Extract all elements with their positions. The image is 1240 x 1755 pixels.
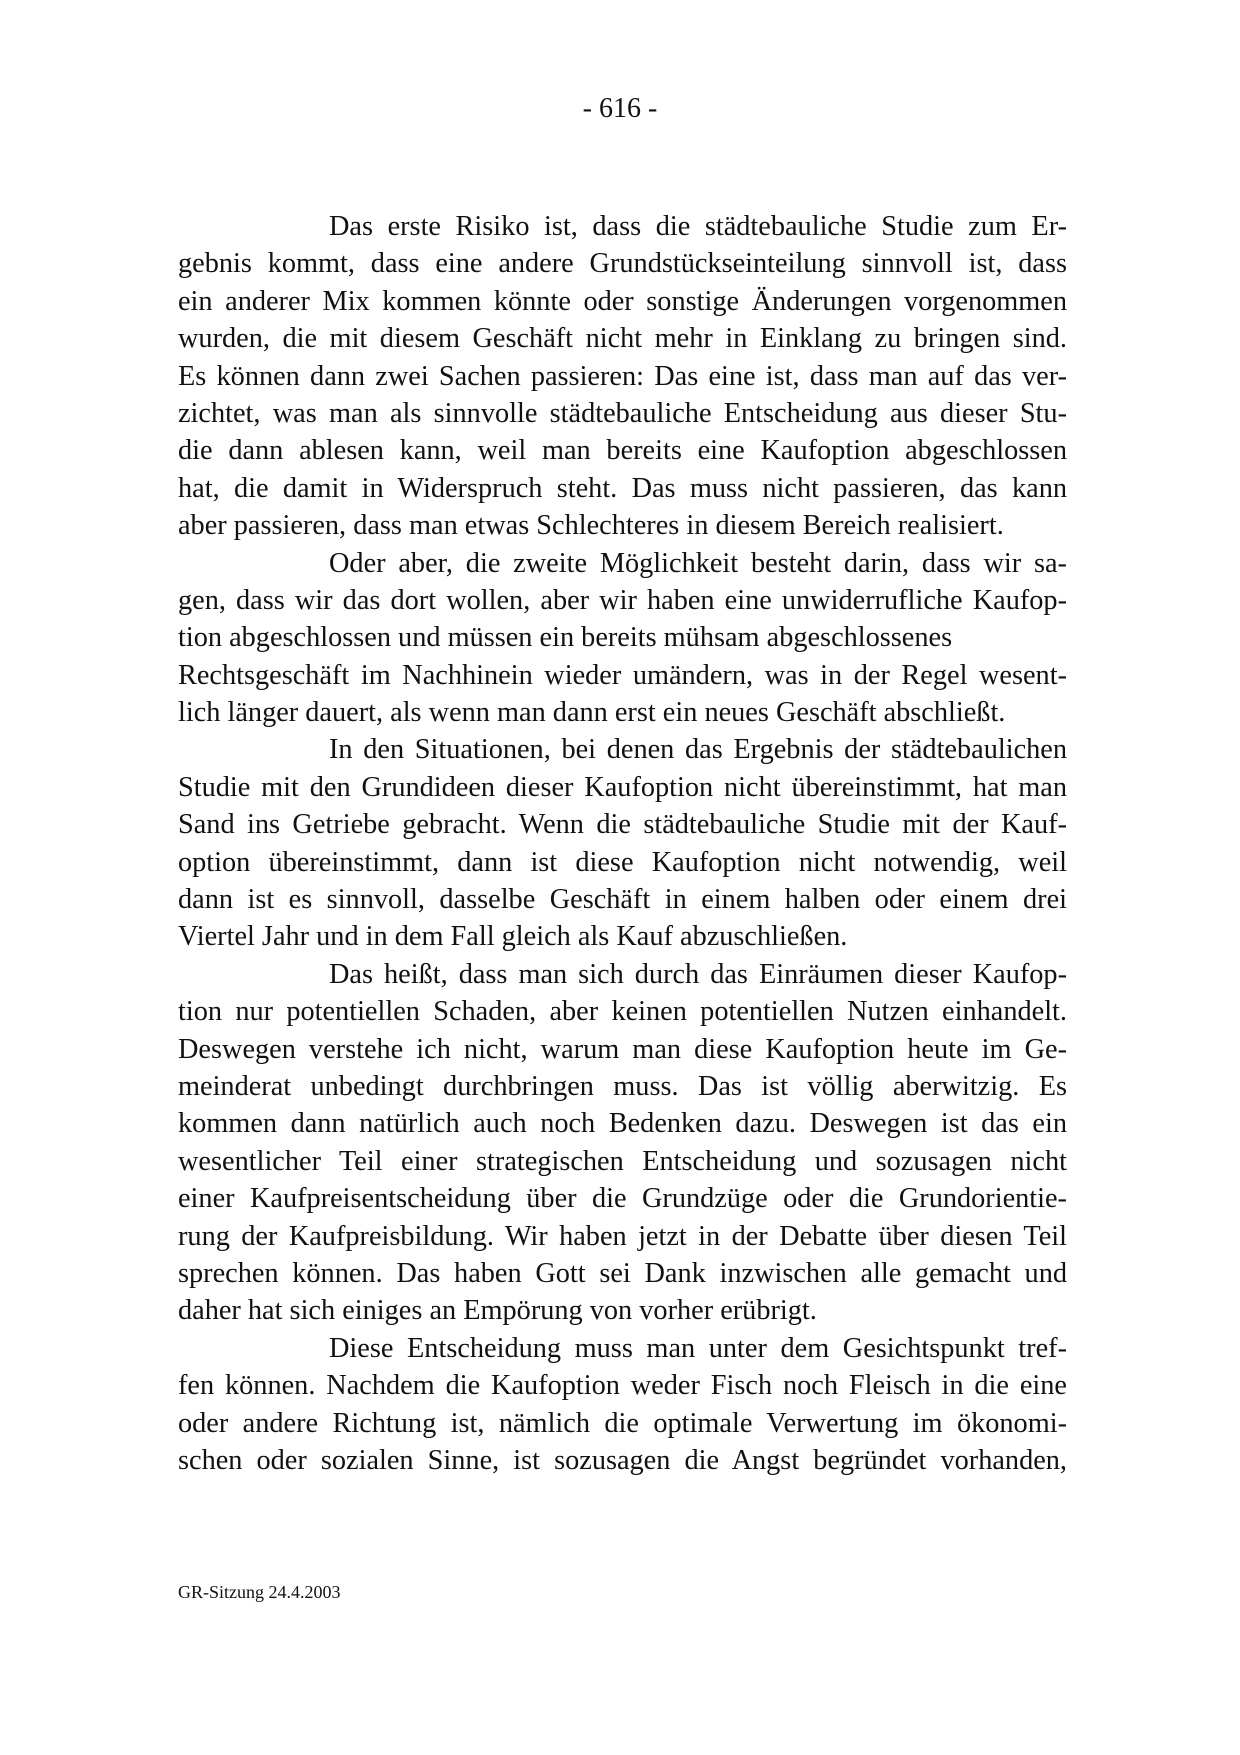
text-line: meinderat unbedingt durchbringen muss. Das ist völlig aberwitzig. Es (178, 1070, 1067, 1102)
text-line: kommen dann natürlich auch noch Bedenken dazu. Deswegen ist das ein (178, 1108, 1067, 1140)
text-line: Diese Entscheidung muss man unter dem Gesichtspunkt tref- (329, 1332, 1067, 1364)
text-line: dann ist es sinnvoll, dasselbe Geschäft in einem halben oder einem drei (178, 884, 1067, 916)
text-line: tion nur potentiellen Schaden, aber keinen potentiellen Nutzen einhandelt. (178, 996, 1067, 1028)
text-line: ein anderer Mix kommen könnte oder sonstige Änderungen vorgenommen (178, 285, 1067, 317)
text-line: gebnis kommt, dass eine andere Grundstückseinteilung sinnvoll ist, dass (178, 248, 1067, 280)
paragraph-5 (178, 1330, 1067, 1480)
text-line: aber passieren, dass man etwas Schlechteres in diesem Bereich realisiert. (178, 510, 1004, 542)
page-number: - 616 - (582, 93, 658, 124)
text-line: Rechtsgeschäft im Nachhinein wieder umändern, was in der Regel wesent- (178, 659, 1067, 691)
text-line: oder andere Richtung ist, nämlich die optimale Verwertung im ökonomi- (178, 1407, 1067, 1439)
text-line: Das heißt, dass man sich durch das Einräumen dieser Kaufop- (329, 958, 1067, 990)
paragraph-1 (178, 208, 1067, 545)
paragraph-4 (178, 956, 1067, 1330)
text-line: wurden, die mit diesem Geschäft nicht mehr in Einklang zu bringen sind. (178, 323, 1067, 355)
text-line: gen, dass wir das dort wollen, aber wir haben eine unwiderrufliche Kaufop- (178, 584, 1067, 616)
text-line: tion abgeschlossen und müssen ein bereits mühsam abgeschlossenes (178, 622, 953, 654)
body-text (178, 208, 1067, 1479)
text-line: Es können dann zwei Sachen passieren: Das eine ist, dass man auf das ver- (178, 360, 1067, 392)
text-line: Viertel Jahr und in dem Fall gleich als Kauf abzuschließen. (178, 921, 848, 953)
text-line: Oder aber, die zweite Möglichkeit besteht darin, dass wir sa- (329, 547, 1067, 579)
text-line: option übereinstimmt, dann ist diese Kaufoption nicht notwendig, weil (178, 846, 1067, 878)
text-line: lich länger dauert, als wenn man dann erst ein neues Geschäft abschließt. (178, 697, 1006, 729)
text-line: die dann ablesen kann, weil man bereits eine Kaufoption abgeschlossen (178, 435, 1067, 467)
text-line: Deswegen verstehe ich nicht, warum man diese Kaufoption heute im Ge- (178, 1033, 1067, 1065)
text-line: rung der Kaufpreisbildung. Wir haben jetzt in der Debatte über diesen Teil (178, 1220, 1067, 1252)
text-line: sprechen können. Das haben Gott sei Dank inzwischen alle gemacht und (178, 1257, 1067, 1289)
footer-text: GR-Sitzung 24.4.2003 (178, 1582, 341, 1602)
text-line: Sand ins Getriebe gebracht. Wenn die städtebauliche Studie mit der Kauf- (178, 809, 1067, 841)
text-line: wesentlicher Teil einer strategischen Entscheidung und sozusagen nicht (178, 1145, 1067, 1177)
text-line: einer Kaufpreisentscheidung über die Grundzüge oder die Grundorientie- (178, 1183, 1067, 1215)
text-line: zichtet, was man als sinnvolle städtebauliche Entscheidung aus dieser Stu- (178, 397, 1067, 429)
text-line: hat, die damit in Widerspruch steht. Das muss nicht passieren, das kann (178, 472, 1067, 504)
paragraph-2 (178, 545, 1067, 732)
text-line: Studie mit den Grundideen dieser Kaufoption nicht übereinstimmt, hat man (178, 771, 1067, 803)
text-line: schen oder sozialen Sinne, ist sozusagen die Angst begründet vorhanden, (178, 1444, 1067, 1476)
text-line: Das erste Risiko ist, dass die städtebauliche Studie zum Er- (329, 211, 1067, 242)
paragraph-3 (178, 731, 1067, 955)
text-line: fen können. Nachdem die Kaufoption weder Fisch noch Fleisch in die eine (178, 1370, 1067, 1402)
text-line: In den Situationen, bei denen das Ergebnis der städtebaulichen (329, 734, 1067, 766)
text-line: daher hat sich einiges an Empörung von vorher erübrigt. (178, 1295, 817, 1327)
